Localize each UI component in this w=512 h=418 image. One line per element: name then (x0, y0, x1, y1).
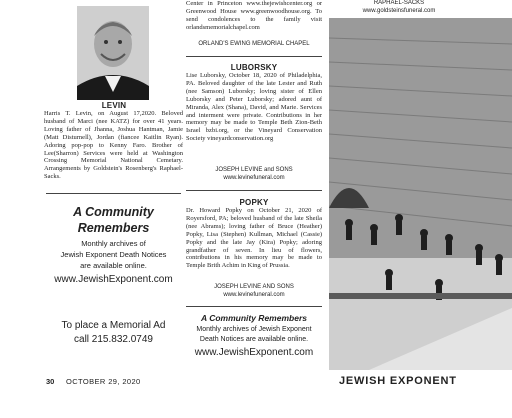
luborsky-name-heading: LUBORSKY (230, 63, 278, 72)
column-right-photo (329, 0, 512, 370)
ad-title-line-1: A Community (73, 205, 154, 219)
popky-funeral-url[interactable]: www.levinefuneral.com (223, 292, 285, 298)
ad-middle-url[interactable]: www.JewishExponent.com (194, 347, 314, 358)
col2-divider-1 (186, 56, 322, 57)
popky-funeral-home: JOSEPH LEVINE AND SONS (214, 284, 294, 290)
ad-title-middle: A Community Remembers (201, 313, 307, 323)
western-wall-photo (329, 18, 512, 370)
memorial-ad-phone: call 215.832.0749 (74, 334, 153, 345)
levin-obituary-text: Harris T. Levin, on August 17,2020. Beloved husband of Marci (nee KATZ) for over 41 years. Loving father of Jhanna, Joshua Hantman, Jamie (Matt Disturnell), Jordan (fiancee Kaitlin Ryan). Adoring pop-pop to Kenny Faro. Brother of Lee(Sharron) Services were held at Washington Crossing Memorial National Cemetary. Arrangements by Goldstein's Rosenberg's Raphael-Sacks. (44, 110, 183, 181)
ad-line-2: Jewish Exponent Death Notices (60, 250, 167, 259)
ad-title-line-2: Remembers (77, 221, 150, 235)
page-number: 30 (46, 377, 55, 386)
col2-divider-3 (186, 306, 322, 307)
raphael-sacks-heading: RAPHAEL-SACKS (373, 0, 425, 6)
ad-url-link[interactable]: www.JewishExponent.com (54, 274, 173, 285)
goldsteins-url[interactable]: www.goldsteinsfuneral.com (362, 8, 436, 14)
top-continued-text: Center in Princeton www.thejewishcenter.org or Greenwood House www.greenwoodhouse.org. To send condolences to the family visit orlandsmemorialchapel.com (186, 0, 322, 31)
levin-portrait-photo (77, 6, 149, 100)
ad-line-3: are available online. (80, 261, 147, 270)
luborsky-funeral-home: JOSEPH LEVINE and SONS (215, 167, 293, 173)
popky-name-heading: POPKY (239, 198, 269, 207)
page-footer (0, 371, 512, 418)
popky-obituary-text: Dr. Howard Popky on October 21, 2020 of Royersford, PA; beloved husband of the late Sheila (nee Abrams); loving father of Bruce (Heather) Popky, Lisa (Stephen) Kullman, Michael (Cassie) Popky and the late Jay (Kira) Popky; adoring grandfather of seven. In lieu of flowers, contributions in his memory may be made to Temple Brith Achim in King of Prussia. (186, 207, 322, 270)
col1-divider (46, 193, 181, 194)
levin-name-heading: LEVIN (101, 101, 127, 110)
luborsky-funeral-url[interactable]: www.levinefuneral.com (223, 175, 285, 181)
luborsky-obituary-text: Lise Luborsky, October 18, 2020 of Philadelphia, PA. Beloved daughter of the late Lester and Ruth (nee Samson) Luborsky; loving sister of Ellen Luborsky and Peter Luborsky; adored aunt of Miranda, Alex (Shana), David, and Marie. Services and interment were private. Contributions in her memory may be made to Temple Beth Zion-Beth Israel bzbi.org, or the Vineyard Conservation Society vineyardconservation.org (186, 72, 322, 143)
ad-middle-line-1: Monthly archives of Jewish Exponent (196, 326, 312, 333)
top-chapel-name: ORLAND'S EWING MEMORIAL CHAPEL (198, 41, 310, 47)
issue-date: OCTOBER 29, 2020 (66, 377, 141, 386)
publication-name: JEWISH EXPONENT (339, 375, 457, 387)
col2-divider-2 (186, 190, 322, 191)
ad-line-1: Monthly archives of (81, 239, 146, 248)
ad-middle-line-2: Death Notices are available online. (199, 336, 309, 343)
memorial-ad-line-1: To place a Memorial Ad (61, 320, 166, 331)
